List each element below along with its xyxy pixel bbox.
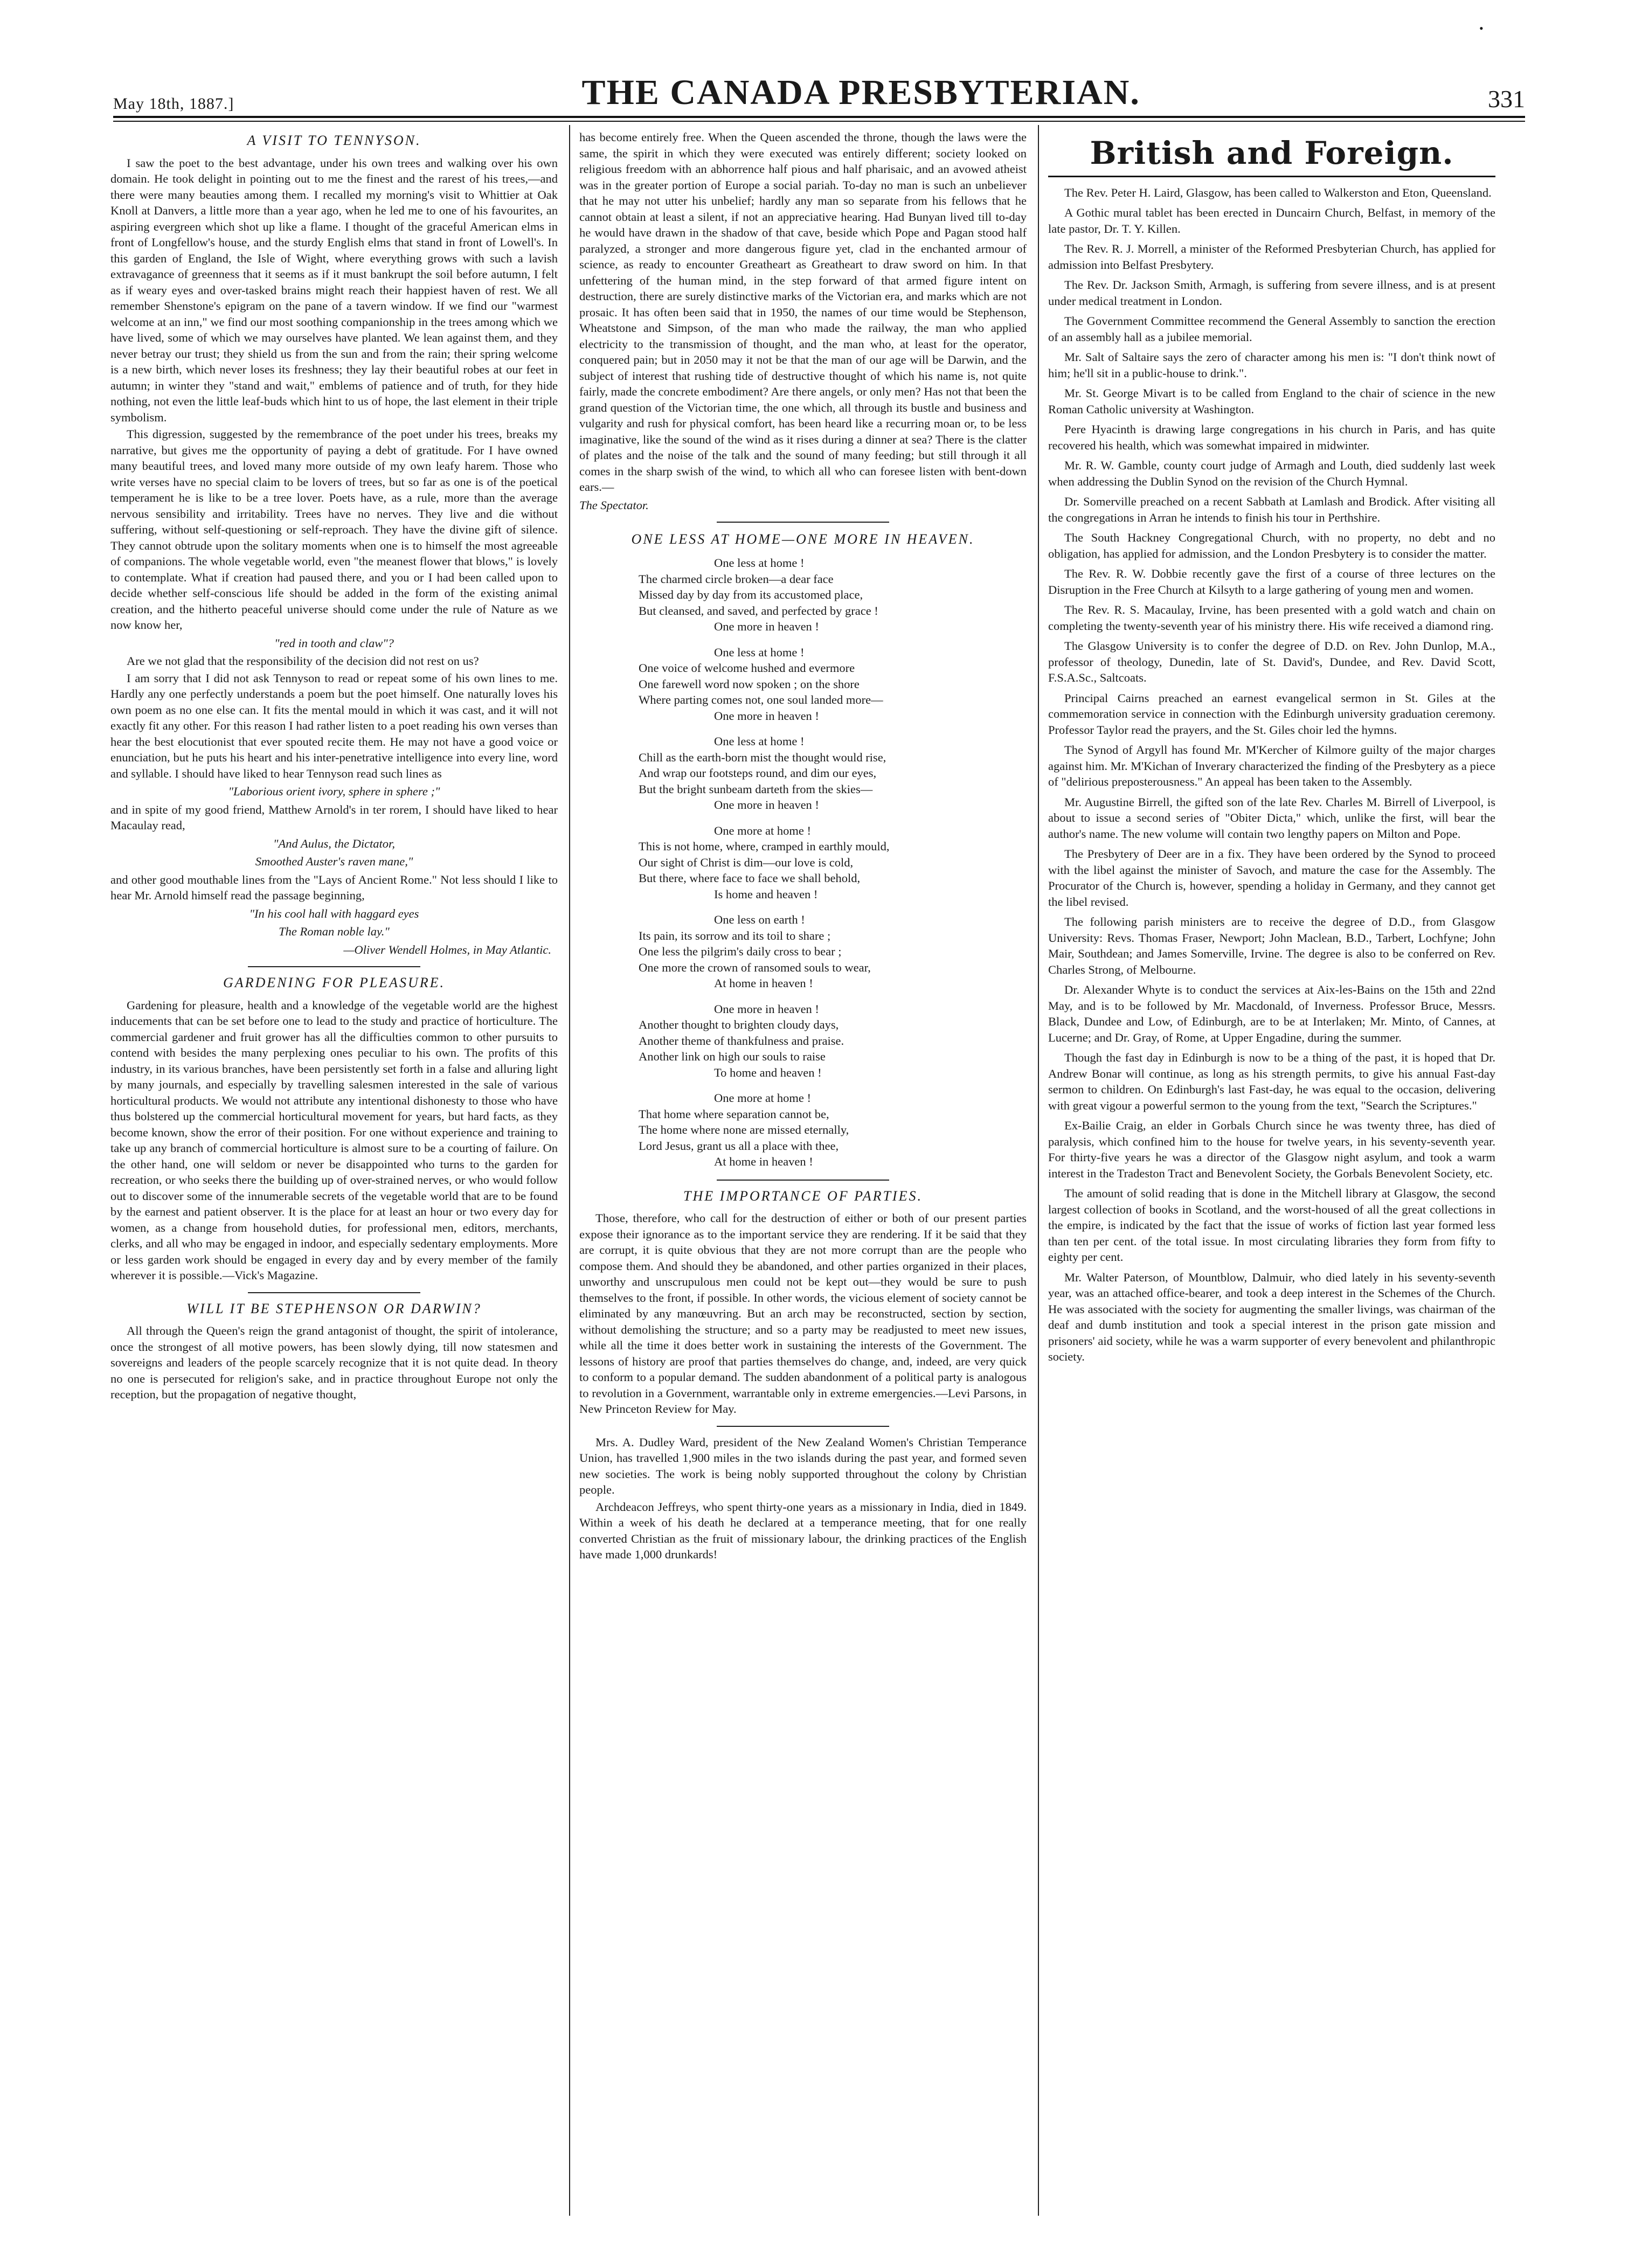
poem-line: One less at home ! (714, 645, 805, 659)
verse-quote: "red in tooth and claw"? (274, 636, 394, 650)
article-paragraph: I am sorry that I did not ask Tennyson to read or repeat some of his own lines to me. Hardly any one perfectly understands a poem but the poet himself. One naturally loves his own poem as no one else can. It fits the mental mould in which it was cast, and it will not exactly fit any other. For this reason I had rather listen to a poet reading his own verses than hear the best elocutionist that ever spouted recite them. He may not have a good voice or enunciation, but he puts his heart and his inter-penetrative intelligence into every line, word and syllable. I should have liked to hear Tennyson read such lines as (110, 671, 558, 780)
article-paragraph: and in spite of my good friend, Matthew Arnold's in ter rorem, I should have liked to hear Macaulay read, (110, 802, 558, 832)
poem-line: At home in heaven ! (714, 1155, 813, 1168)
section-separator (717, 522, 889, 523)
poem-line: The charmed circle broken—a dear face (639, 572, 834, 586)
news-item: The Government Committee recommend the General Assembly to sanction the erection of an assembly hall as a jubilee memorial. (1048, 314, 1495, 344)
article-paragraph: All through the Queen's reign the grand antagonist of thought, the spirit of intolerance, once the strongest of all motive powers, has been slowly dying, till now statesmen and sovereigns and leaders of the people scarcely recognize that it is not quite dead. In theory no one is persecuted for religion's sake, and in practice throughout Europe not only the reception, but the propagation of negative thought, (110, 1324, 558, 1401)
news-paragraph: Mrs. A. Dudley Ward, president of the New Zealand Women's Christian Temperance Union, has travelled 1,900 miles in the two islands during the past year, and formed seven new societies. The work is being nobly supported throughout the colony by Christian people. (579, 1435, 1027, 1496)
verse-quote: "Laborious orient ivory, sphere in sphere ;" (228, 785, 440, 798)
news-item: The South Hackney Congregational Church, with no property, no debt and no obligation, has applied for admission, and the London Presbytery is to consider the matter. (1048, 531, 1495, 560)
poem-line: One more in heaven ! (714, 1002, 819, 1016)
poem-line: One more at home ! (714, 823, 811, 837)
section-separator (248, 966, 420, 967)
news-item: The amount of solid reading that is done in the Mitchell library at Glasgow, the second largest collection of books in Scotland, and the worst-housed of all the great collections in the empire, is indicated by the fact that the issue of works of fiction last year formed less than ten per cent. of the total issue. In most circulating libraries they form from fifty to eighty per cent. (1048, 1187, 1495, 1264)
poem-line: Its pain, its sorrow and its toil to share ; (639, 928, 831, 942)
news-item: The following parish ministers are to receive the degree of D.D., from Glasgow University: Revs. Thomas Fraser, Newport; John Maclean, B.D., Tarbert, Lochfyne; John Mair, Southdean; and James Somerville, Irvine. The degree is also to be conferred on Rev. Charles Strong, of Melbourne. (1048, 915, 1495, 976)
poem-line: One less at home ! (714, 734, 805, 748)
poem-line: Lord Jesus, grant us all a place with thee, (639, 1139, 839, 1153)
news-item: The Glasgow University is to confer the degree of D.D. on Rev. John Dunlop, M.A., professor of theology, Dunedin, late of St. David's, Dundee, and Rev. David Scott, F.S.A.Sc., Saltcoats. (1048, 639, 1495, 684)
news-item: The Rev. Dr. Jackson Smith, Armagh, is suffering from severe illness, and is at present under medical treatment in London. (1048, 278, 1495, 308)
section-separator (717, 1180, 889, 1181)
section-heading-british-foreign: British and Foreign. (1090, 135, 1454, 171)
poem-line: Chill as the earth-born mist the thought would rise, (639, 750, 886, 764)
news-item: The Rev. R. W. Dobbie recently gave the first of a course of three lectures on the Disruption in the Free Church at Kilsyth to a large gathering of young men and women. (1048, 567, 1495, 597)
poem-line: One more at home ! (714, 1091, 811, 1105)
news-item: Dr. Somerville preached on a recent Sabbath at Lamlash and Brodick. After visiting all the congregations in Arran he intends to finish his tour in Perthshire. (1048, 495, 1495, 524)
verse-quote: Smoothed Auster's raven mane," (255, 855, 413, 868)
poem-line: And wrap our footsteps round, and dim our eyes, (639, 766, 877, 780)
poem-line: One more in heaven ! (714, 798, 819, 812)
article-paragraph: and other good mouthable lines from the "Lays of Ancient Rome." Not less should I like to hear Mr. Arnold himself read the passage beginning, (110, 872, 558, 902)
column-divider (569, 125, 570, 2216)
margin-mark: • (1479, 22, 1484, 35)
article-title-darwin: WILL IT BE STEPHENSON OR DARWIN? (186, 1300, 482, 1316)
poem-line: One less on earth ! (714, 913, 805, 926)
poem-line: This is not home, where, cramped in earthly mould, (639, 840, 890, 853)
poem-line: One more in heaven ! (714, 620, 819, 633)
page-header (113, 70, 1525, 113)
poem-stanza (639, 555, 1027, 635)
article-paragraph: This digression, suggested by the remembrance of the poet under his trees, breaks my narrative, but gives me the opportunity of paying a debt of gratitude. For I have owned many beautiful trees, and loved many more outside of my own leafy harem. Those who write verses have no special claim to be lovers of trees, but so far as one is of the poetical temperament he is like to be a tree lover. Poets have, as a rule, more than the average nervous sensibility and irritability. Trees have no nerves. They live and die without suffering, without self-questioning or self-reproach. They have the divine gift of silence. They cannot obtrude upon the solitary moments when one is to himself the most agreeable of companions. The whole vegetable world, even "the meanest flower that blows," is lovely to contemplate. What if creation had paused there, and you or I had been called upon to decide whether self-conscious life should be added in the form of the existing animal creation, and the hitherto peaceful universe should come under the rule of Nature as we now know her, (110, 427, 558, 632)
news-item: Principal Cairns preached an earnest evangelical sermon in St. Giles at the commemoration service in connection with the Edinburgh university graduation ceremony. Professor Taylor read the prayers, and the St. Giles choir led the hymns. (1048, 691, 1495, 737)
poem-line: One more the crown of ransomed souls to wear, (639, 960, 871, 974)
poem-line: At home in heaven ! (714, 976, 813, 990)
poem-line: Is home and heaven ! (714, 887, 818, 901)
section-separator (717, 1426, 889, 1427)
news-paragraph: Archdeacon Jeffreys, who spent thirty-one years as a missionary in India, died in 1849. Within a week of his death he declared at a temperance meeting, that for one really converted Christian as the fruit of missionary labour, the drinking practices of the English have made 1,000 drunkards! (579, 1500, 1027, 1561)
news-item: Pere Hyacinth is drawing large congregations in his church in Paris, and has quite recovered his health, which was somewhat impaired in midwinter. (1048, 422, 1495, 452)
poem-line: But cleansed, and saved, and perfected by grace ! (639, 604, 878, 618)
verse-quote: The Roman noble lay." (279, 925, 390, 938)
column-divider (1038, 125, 1039, 2216)
article-paragraph: Those, therefore, who call for the destruction of either or both of our present parties expose their ignorance as to the important service they are rendering. If it be said that they are corrupt, it is quite obvious that they are not more corrupt than are the people who compose them. And should they be abandoned, and other parties organized in their places, unworthy and unscrupulous men could not be kept out—they would be sure to push themselves to the front, if possible. In other words, the vicious element of society cannot be eliminated by any manœuvring. But an arch may be reconstructed, section by section, without demolishing the structure; and so a party may be readjusted to meet new issues, while all the time it does better work in sustaining the interests of the Government. The lessons of history are proof that parties themselves do change, and, indeed, are very quick to conform to a popular demand. The sudden abandonment of a political party is analogous to revolution in a Government, warrantable only in extreme emergencies.—Levi Parsons, in New Princeton Review for May. (579, 1211, 1027, 1416)
masthead-title: THE CANADA PRESBYTERIAN. (581, 73, 1140, 112)
column-1 (110, 129, 558, 2231)
article-paragraph: I saw the poet to the best advantage, under his own trees and walking over his own domain. He took delight in pointing out to me the finest and the rarest of his trees,—and there were many beauties among them. I recalled my morning's visit to Whittier at Oak Knoll at Danvers, a little more than a year ago, when he led me to one of his favourites, an aspiring evergreen which shot up like a flame. I thought of the graceful American elms in front of Longfellow's house, and the sturdy English elms that stand in front of Lowell's. In this garden of England, the Isle of Wight, where everything grows with such a lavish extravagance of greenness that it seems as if it must bankrupt the soil before autumn, I felt as if weary eyes and over-tasked brains might reach their happiest haven of rest. We all remember Shenstone's epigram on the pane of a tavern window. If we find our "warmest welcome at an inn," we find our most soothing companionship in the trees among which we have lived, some of which we may ourselves have planted. We lean against them, and they never betray our trust; they shield us from the sun and from the rain; their spring welcome is a new birth, which never loses its freshness; they lay their beautiful robes at our feet in autumn; in winter they "stand and wait," emblems of patience and of truth, for they hide nothing, not even the little leaf-buds which hint to us of hope, the last element in their triple symbolism. (110, 156, 558, 424)
article-paragraph: has become entirely free. When the Queen ascended the throne, though the laws were the same, the spirit in which they were executed was entirely different; society looked on religious freedom with an abhorrence half pious and half pharisaic, and an avowed atheist was in the greater portion of Europe a social pariah. To-day no man is such an unbeliever that he may not utter his unbelief; hardly any man so separate from his fellows that he cannot obtain at least a silent, if not an appreciative hearing. Had Bunyan lived till to-day he would have drawn in the shadow of that cave, beside which Pope and Pagan stood half paralyzed, a stronger and more dangerous figure yet, clad in the enchanted armour of science, as ready to encounter Greatheart as Greatheart to draw sword on him. In that unfettering of the human mind, in the step forward of that armed figure intent on destruction, there are surely distinctive marks of the Victorian era, and marks which are not prosaic. It has often been said that in 1950, the names of our time would be Stephenson, Wheatstone and Simpson, of the man who made the railway, the man who applied electricity to the transmission of thought, and the man who, at least for the operator, conquered pain; but in 2050 may it not be that the man of our age will be Darwin, and the subject of interest that rushing tide of destructive thought of which his name is, not quite fairly, made the concrete embodiment? Are there angels, or only men? Has not that been the grand question of the Victorian time, the one which, all through its bustle and business and vulgarity and rush for physical comfort, has been heard like a recurring moan or, to be less imaginative, like the sound of the wind as it rises during a dinner at sea? There is the clatter of plates and the noise of the talk and the sound of many feeding; but still through it all comes in the sharp swish of the wind, to which all who can foresee listen with bent-down ears.— (579, 130, 1027, 494)
article-title-gardening: GARDENING FOR PLEASURE. (223, 975, 445, 990)
news-item: Mr. St. George Mivart is to be called from England to the chair of science in the new Roman Catholic university at Washington. (1048, 386, 1495, 416)
news-list (1048, 185, 1495, 1365)
article-title-visit: A VISIT TO TENNYSON. (247, 133, 421, 148)
news-item: The Rev. R. J. Morrell, a minister of the Reformed Presbyterian Church, has applied for admission into Belfast Presbytery. (1048, 242, 1495, 272)
poem-stanza (639, 733, 1027, 813)
poem-line: Where parting comes not, one soul landed more— (639, 693, 883, 706)
poem-stanza (639, 1001, 1027, 1081)
poem-line: To home and heaven ! (714, 1065, 822, 1079)
poem-line: One voice of welcome hushed and evermore (639, 661, 855, 675)
poem-line: Our sight of Christ is dim—our love is cold, (639, 855, 854, 869)
poem-line: One farewell word now spoken ; on the shore (639, 677, 860, 691)
article-title-parties: THE IMPORTANCE OF PARTIES. (683, 1188, 923, 1204)
article-attribution: The Spectator. (579, 498, 649, 512)
poem-line: But there, where face to face we shall behold, (639, 871, 861, 885)
news-item: Dr. Alexander Whyte is to conduct the services at Aix-les-Bains on the 15th and 22nd May, and is to be followed by Mr. Macdonald, of Inverness. Professor Bruce, Messrs. Black, Dundee and Low, of Edinburgh, are to be at Interlaken; Mr. Minto, of Cannes, at Lucerne; and Dr. Gray, of Rome, at Upper Engadine, during the summer. (1048, 983, 1495, 1044)
column-3 (1048, 129, 1495, 2231)
poem-line: Another link on high our souls to raise (639, 1050, 826, 1063)
article-attribution: —Oliver Wendell Holmes, in May Atlantic. (343, 942, 551, 956)
poem-line: One less at home ! (714, 556, 805, 570)
article-paragraph: Gardening for pleasure, health and a knowledge of the vegetable world are the highest inducements that can be set before one to lead to the study and practice of horticulture. The commercial gardener and fruit grower has all the difficulties common to other pursuits to contend with besides the many perplexing ones peculiar to his own. The profits of this industry, in its various branches, have been persistently set forth in a false and alluring light by many journals, and especially by travelling salesmen interested in the sale of various horticultural products. We would not attribute any intentional dishonesty to those who have thus bolstered up the commercial horticultural movement for years, but hard facts, as they become known, show the error of their position. For one without experience and training to take up any branch of commercial horticulture is almost sure to be a courting of failure. On the other hand, one will seldom or never be disappointed who turns to the garden for recreation, or who seeks there the building up of over-strained nerves, or who would follow out to discover some of the innumerable secrets of the vegetable world that are to be found by the earnest and patient observer. It is the place for at least an hour or two every day for women, as a change from household duties, for professional men, editors, merchants, clerks, and all who may be engaged in indoor, and especially sedentary employments. More or less garden work should be engaged in every day and by every member of the family wherever it is possible.—Vick's Magazine. (110, 998, 558, 1282)
poem-stanza (639, 644, 1027, 724)
poem-stanza (639, 1090, 1027, 1170)
poem-line: But the bright sunbeam darteth from the skies— (639, 782, 873, 796)
issue-date: May 18th, 1887.] (113, 95, 234, 113)
news-item: Mr. Salt of Saltaire says the zero of character among his men is: "I don't think nowt of him; he'll sit in a public-house to drink.". (1048, 350, 1495, 380)
news-item: The Synod of Argyll has found Mr. M'Kercher of Kilmore guilty of the major charges against him. Mr. M'Kichan of Inverary characterized the finding of the Presbytery as a piece of "delirious preposterousness." An appeal has been taken to the Assembly. (1048, 743, 1495, 788)
header-rule-thick (113, 116, 1525, 118)
poem-line: Missed day by day from its accustomed place, (639, 588, 863, 601)
column-2 (579, 129, 1027, 2231)
verse-quote: "And Aulus, the Dictator, (273, 836, 395, 850)
news-item: A Gothic mural tablet has been erected in Duncairn Church, Belfast, in memory of the late pastor, Dr. T. Y. Killen. (1048, 206, 1495, 235)
page-number: 331 (1488, 85, 1525, 113)
heading-rule (1048, 176, 1495, 177)
poem-line: The home where none are missed eternally, (639, 1123, 849, 1136)
poem-line: That home where separation cannot be, (639, 1107, 829, 1121)
poem-line: One less the pilgrim's daily cross to bear ; (639, 945, 842, 958)
news-item: Mr. Walter Paterson, of Mountblow, Dalmuir, who died lately in his seventy-seventh year, was an attached office-bearer, and took a deep interest in the Schemes of the Church. He was associated with the society for augmenting the smaller livings, was chairman of the deaf and dumb institution and took a special interest in the prison gate mission and prisoners' aid society, while he was a warm supporter of every benevolent and philanthropic society. (1048, 1270, 1495, 1363)
news-item: The Rev. Peter H. Laird, Glasgow, has been called to Walkerston and Eton, Queensland. (1064, 185, 1492, 199)
poem-title: ONE LESS AT HOME—ONE MORE IN HEAVEN. (631, 531, 975, 547)
poem-line: Another theme of thankfulness and praise. (639, 1034, 844, 1048)
header-rule-thin (113, 121, 1525, 122)
poem-stanza (639, 823, 1027, 903)
poem (579, 555, 1027, 1170)
news-item: Mr. Augustine Birrell, the gifted son of the late Rev. Charles M. Birrell of Liverpool, is about to issue a second series of "Obiter Dicta," which, unlike the first, will bear the author's name. The new volume will contain two lengthy papers on Milton and Pope. (1048, 795, 1495, 841)
verse-quote: "In his cool hall with haggard eyes (249, 906, 419, 920)
poem-line: Another thought to brighten cloudy days, (639, 1018, 839, 1031)
poem-stanza (639, 912, 1027, 991)
section-separator (248, 1292, 420, 1293)
news-item: The Presbytery of Deer are in a fix. They have been ordered by the Synod to proceed with the libel against the minister of Savoch, and mature the case for the Assembly. The Procurator of the Church is, however, spending a holiday in Germany, and they cannot get the libel revised. (1048, 847, 1495, 908)
article-paragraph: Are we not glad that the responsibility of the decision did not rest on us? (127, 654, 479, 668)
news-item: Mr. R. W. Gamble, county court judge of Armagh and Louth, died suddenly last week when addressing the Dublin Synod on the revision of the Church Hymnal. (1048, 459, 1495, 488)
news-item: Though the fast day in Edinburgh is now to be a thing of the past, it is hoped that Dr. Andrew Bonar will continue, as long as his strength permits, to give his annual Fast-day sermon to children. On Edinburgh's last Fast-day, he was equal to the occasion, delivering with great vigour a powerful sermon to the young from the text, "Search the Scriptures." (1048, 1051, 1495, 1112)
news-item: Ex-Bailie Craig, an elder in Gorbals Church since he was twenty three, has died of paralysis, which confined him to the house for twelve years, in his seventy-seventh year. For thirty-five years he was a director of the Glasgow night asylum, and took a warm interest in the Tradeston Tract and Benevolent Society, the Gorbals Benevolent Society, etc. (1048, 1119, 1495, 1180)
poem-line: One more in heaven ! (714, 709, 819, 723)
news-item: The Rev. R. S. Macaulay, Irvine, has been presented with a gold watch and chain on completing the twenty-seventh year of his ministry there. His wife received a diamond ring. (1048, 603, 1495, 633)
